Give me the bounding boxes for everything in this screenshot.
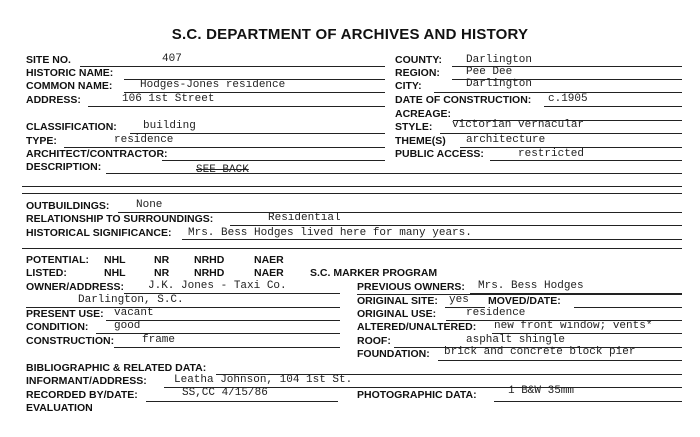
altered-value: new front window; vents* <box>494 320 653 332</box>
potential-nr: NR <box>154 254 170 266</box>
county-value: Darlington <box>466 54 533 66</box>
listed-label: LISTED: <box>26 267 67 279</box>
previous-owners-value: Mrs. Bess Hodges <box>478 280 584 292</box>
date-construction-value: c.1905 <box>548 93 588 105</box>
original-site-label: ORIGINAL SITE: <box>357 295 438 307</box>
county-label: COUNTY: <box>395 54 443 66</box>
relationship-value: Residential <box>268 212 341 224</box>
historical-significance-line <box>182 239 682 240</box>
region-value: Pee Dee <box>466 66 513 78</box>
relationship-label: RELATIONSHIP TO SURROUNDINGS: <box>26 213 214 225</box>
themes-label: THEME(S) <box>395 135 446 147</box>
moved-date-label: MOVED/DATE: <box>488 295 561 307</box>
historical-significance-label: HISTORICAL SIGNIFICANCE: <box>26 227 172 239</box>
common-name-label: COMMON NAME: <box>26 80 113 92</box>
section-divider-1 <box>22 193 682 194</box>
recorded-by-line <box>146 401 338 402</box>
potential-nrhd: NRHD <box>194 254 225 266</box>
description-value: SEE BACK <box>196 164 249 176</box>
date-construction-line <box>544 106 682 107</box>
roof-value: asphalt shingle <box>466 334 566 346</box>
condition-label: CONDITION: <box>26 321 89 333</box>
public-access-value: restricted <box>518 148 585 160</box>
informant-label: INFORMANT/ADDRESS: <box>26 375 147 387</box>
marker-program-label: S.C. MARKER PROGRAM <box>310 267 438 279</box>
condition-value: good <box>114 320 141 332</box>
type-label: TYPE: <box>26 135 57 147</box>
public-access-line <box>490 160 682 161</box>
address-line <box>88 106 385 107</box>
address-value: 106 1st Street <box>122 93 215 105</box>
present-use-value: vacant <box>114 307 154 319</box>
original-use-value: residence <box>466 307 526 319</box>
foundation-line <box>438 360 682 361</box>
description-line-2 <box>22 186 682 187</box>
relationship-line <box>230 225 682 226</box>
outbuildings-label: OUTBUILDINGS: <box>26 200 110 212</box>
classification-value: building <box>143 120 196 132</box>
photographic-label: PHOTOGRAPHIC DATA: <box>357 389 477 401</box>
previous-owners-label: PREVIOUS OWNERS: <box>357 281 465 293</box>
listed-naer: NAER <box>254 267 284 279</box>
address-label: ADDRESS: <box>26 94 81 106</box>
potential-nhl: NHL <box>104 254 126 266</box>
recorded-by-value: SS,CC 4/15/86 <box>182 387 268 399</box>
historical-significance-value: Mrs. Bess Hodges lived here for many years. <box>188 227 472 239</box>
form-title: S.C. DEPARTMENT OF ARCHIVES AND HISTORY <box>171 26 529 43</box>
style-value: victorian vernacular <box>452 119 585 131</box>
photographic-line <box>494 401 682 402</box>
type-value: residence <box>114 134 174 146</box>
architect-label: ARCHITECT/CONTRACTOR: <box>26 148 168 160</box>
roof-label: ROOF: <box>357 335 391 347</box>
region-label: REGION: <box>395 67 440 79</box>
condition-line <box>96 333 340 334</box>
description-line <box>106 173 682 174</box>
section-divider-2 <box>22 248 682 249</box>
present-use-line <box>106 320 340 321</box>
description-label: DESCRIPTION: <box>26 161 102 173</box>
original-site-value: yes <box>449 294 469 306</box>
moved-date-line <box>574 307 682 308</box>
outbuildings-value: None <box>136 199 163 211</box>
city-value: Darlington <box>466 78 533 90</box>
foundation-value: brick and concrete block pier <box>444 346 636 358</box>
potential-naer: NAER <box>254 254 284 266</box>
original-use-label: ORIGINAL USE: <box>357 308 437 320</box>
common-name-value: Hodges-Jones residence <box>140 79 286 91</box>
acreage-label: ACREAGE: <box>395 108 452 120</box>
date-construction-label: DATE OF CONSTRUCTION: <box>395 94 532 106</box>
bibliographic-label: BIBLIOGRAPHIC & RELATED DATA: <box>26 362 207 374</box>
classification-label: CLASSIFICATION: <box>26 121 117 133</box>
construction-label: CONSTRUCTION: <box>26 335 115 347</box>
owner-address-value-2: Darlington, S.C. <box>78 294 184 306</box>
informant-value: Leatha Johnson, 104 1st St. <box>174 374 353 386</box>
listed-nrhd: NRHD <box>194 267 225 279</box>
altered-label: ALTERED/UNALTERED: <box>357 321 477 333</box>
architect-line <box>162 160 385 161</box>
construction-value: frame <box>142 334 176 346</box>
style-label: STYLE: <box>395 121 433 133</box>
listed-nhl: NHL <box>104 267 126 279</box>
site-no-label: SITE NO. <box>26 54 71 66</box>
city-label: CITY: <box>395 80 422 92</box>
foundation-label: FOUNDATION: <box>357 348 430 360</box>
evaluation-label: EVALUATION <box>26 402 93 414</box>
site-no-line <box>80 66 385 67</box>
owner-address-value-1: J.K. Jones - Taxi Co. <box>148 280 287 292</box>
themes-value: architecture <box>466 134 546 146</box>
potential-label: POTENTIAL: <box>26 254 89 266</box>
recorded-by-label: RECORDED BY/DATE: <box>26 389 138 401</box>
historic-name-label: HISTORIC NAME: <box>26 67 114 79</box>
present-use-label: PRESENT USE: <box>26 308 104 320</box>
owner-address-label: OWNER/ADDRESS: <box>26 281 125 293</box>
construction-line <box>114 347 340 348</box>
site-no-value: 407 <box>162 53 182 65</box>
public-access-label: PUBLIC ACCESS: <box>395 148 484 160</box>
photographic-value: 1 B&W 35mm <box>508 385 575 397</box>
listed-nr: NR <box>154 267 170 279</box>
